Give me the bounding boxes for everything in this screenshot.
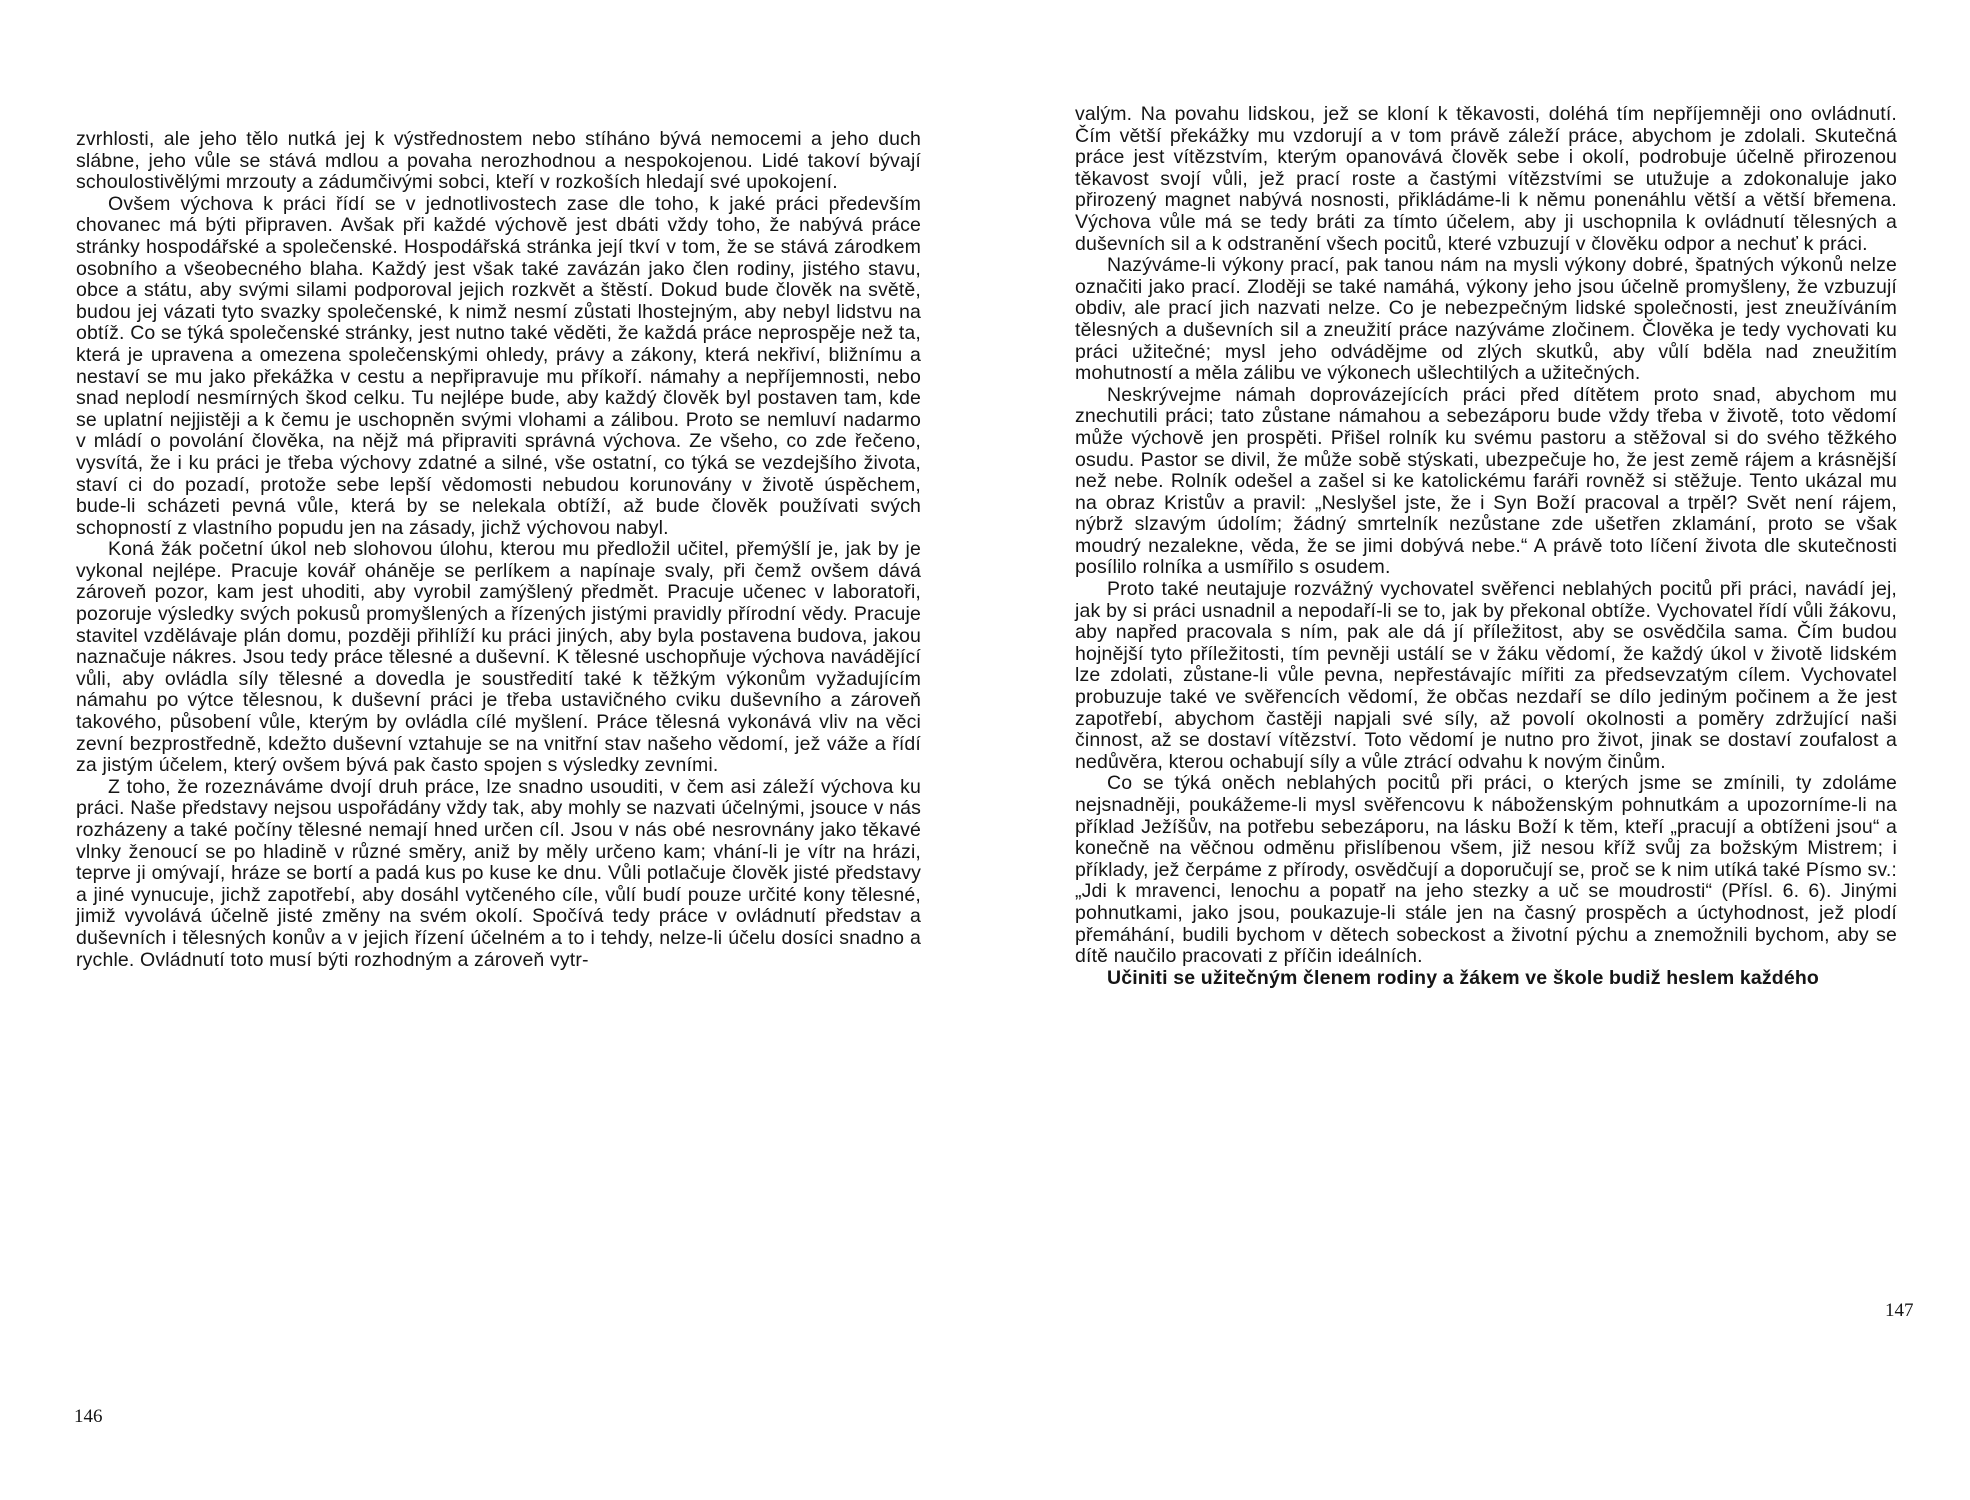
page-number: 146 — [74, 1406, 103, 1427]
paragraph: Koná žák početní úkol neb slohovou úlohu, kterou mu předložil učitel, přemýšlí je, jak by je vykonal nejlépe. Pracuje kovář oháněje se perlíkem a napínaje svaly, při čemž ovšem dává zároveň pozor, kam jest uhoditi, aby vyrobil zamýšlený předmět. Pracuje učenec v laboratoři, pozoruje výsledky svých pokusů promyšlených a řízených jistými pravidly přírodní vědy. Pracuje stavitel vzdělávaje plán domu, později přihlíží ku práci jiných, aby byla postavena budova, jakou naznačuje nákres. Jsou tedy práce tělesné a duševní. K tělesné uschopňuje výchova navádějící vůli, aby ovládla síly tělesné a dovedla je soustředití také k těžkým výkonům vyžadujícím námahu po výtce tělesnou, k duševní práci je třeba ustavičného cviku duševního a zároveň takového, působení vůle, kterým by ovládla cílé myšlení. Práce tělesná vykonává vliv na věci zevní bezprostředně, kdežto duševní vztahuje se na vnitřní stav našeho vědomí, jež váže a řídí za jistým účelem, který ovšem bývá pak často spojen s výsledky zevními. — [76, 538, 921, 777]
right-page-text — [1075, 104, 1897, 989]
paragraph: Proto také neutajuje rozvážný vychovatel svěřenci neblahých pocitů při práci, navádí jej, jak by si práci usnadnil a nepodaří-li se to, jak by překonal obtíže. Vychovatel řídí vůli žákovu, aby napřed pracovala s ním, pak ale dá jí příležitost, aby se osvědčila sama. Čím budou hojnější tyto příležitosti, tím pevněji ustálí se v žáku vědomí, že každý úkol v životě lidském lze zdolati, zůstane-li vůle pevna, nepřestávajíc mířiti za předsevzatým cílem. Vychovatel probuzuje také ve svěřencích vědomí, že občas nezdaří se dílo jediným počinem a že jest zapotřebí, abychom častěji napjali své síly, až povolí okolnosti a poměry zdržující naši činnost, až se dostaví vítězství. Toto vědomí je nutno pro život, jinak se dostaví zoufalost a nedůvěra, kterou ochabují síly a vůle ztrácí odvahu k novým činům. — [1075, 578, 1897, 773]
paragraph: Z toho, že rozeznáváme dvojí druh práce, lze snadno usouditi, v čem asi záleží výchova ku práci. Naše představy nejsou uspořádány vždy tak, aby mohly se nazvati účelnými, jsouce v nás rozházeny a také počíny tělesné nemají hned určen cíl. Jsou v nás obé nesrovnány jako těkavé vlnky ženoucí se po hladině v různé směry, aniž by měly určeno kam; vhání-li je vítr na hrázi, teprve ji omývají, hráze se bortí a padá kus po kuse ke dnu. Vůli potlačuje člověk jisté představy a jiné vynucuje, jichž zapotřebí, aby dosáhl vytčeného cíle, vůlí budí pouze určité kony tělesné, jimiž vyvolává účelně jisté změny na svém okolí. Spočívá tedy práce v ovládnutí představ a duševních i tělesných konův a v jejich řízení účelném a to i tehdy, nelze-li účelu dosíci snadno a rychle. Ovládnutí toto musí býti rozhodným a zároveň vytr- — [76, 775, 921, 971]
paragraph: Ovšem výchova k práci řídí se v jednotlivostech zase dle toho, k jaké práci především chovanec má býti připraven. Avšak při každé výchově jest dbáti vždy toho, že nabývá práce stránky hospodářské a společenské. Hospodářská stránka její tkví v tom, že se stává zárodkem osobního a všeobecného blaha. Každý jest však také zavázán jako člen rodiny, jistého stavu, obce a státu, aby svými silami podporoval jejich rozkvět a štěstí. Dokud bude člověk na světě, budou jej vázati tyto svazky společenské, k nimž nesmí zůstati lhostejným, aby nebyl lidstvu na obtíž. Co se týká společenské stránky, jest nutno také věděti, že každá práce neprospěje než ta, která je upravena a omezena společenskými ohledy, právy a zákony, která nekřiví, bližnímu a nestaví se mu jako překážka v cestu a nepřipravuje mu příkoří. námahy a nepříjemnosti, nebo snad neplodí nesmírných škod celku. Tu nejlépe bude, aby každý člověk byl postaven tam, kde se uplatní nejjistěji a k čemu je uschopněn svými vlohami a zálibou. Proto se nemluví nadarmo v mládí o povolání člověka, na nějž má připraviti správná výchova. Ze všeho, co zde řečeno, vysvítá, že i ku práci je třeba výchovy zdatné a silné, vše ostatní, co týká se vezdejšího života, staví ci do pozadí, protože sebe lepší vědomosti nebudou korunovány v životě úspěchem, bude-li scházeti pevná vůle, která by se nelekala obtíží, až bude člověk používati svých schopností z vlastního popudu jen na zásady, jichž výchovou nabyl. — [76, 192, 921, 539]
paragraph: Nazýváme-li výkony prací, pak tanou nám na mysli výkony dobré, špatných výkonů nelze označiti jako prací. Zloději se také namáhá, výkony jeho jsou účelně promyšleny, že vzbuzují obdiv, ale prací jich nazvati nelze. Co je nebezpečným lidské společnosti, jest zneužíváním tělesných a duševních sil a zneužití práce nazýváme zločinem. Člověka je tedy vychovati ku práci užitečné; mysl jeho odvádějme od zlých skutků, aby vůlí bděla nad zneužitím mohutností a měla zálibu ve výkonech ušlechtilých a užitečných. — [1075, 254, 1897, 385]
left-page-text — [76, 129, 921, 971]
right-page — [985, 0, 1970, 1500]
paragraph: Co se týká oněch neblahých pocitů při práci, o kterých jsme se zmínili, ty zdoláme nejsnadněji, poukážeme-li mysl svěřencovu k náboženským pohnutkám a upozorníme-li na příklad Ježíšův, na potřebu sebezáporu, na lásku Boží k těm, kteří „pracují a obtíženi jsou“ a konečně na věčnou odměnu přislíbenou všem, již nesou kříž svůj za božským Mistrem; i příklady, jež čerpáme z přírody, osvědčují a doporučují se, proč se k nim utíká také Písmo sv.: „Jdi k mravenci, lenochu a popatř na jeho stezky a uč se moudrosti“ (Přísl. 6. 6). Jinými pohnutkami, jako jsou, poukazuje-li stále jen na časný prospěch a úctyhodnost, jež plodí přemáhání, budili bychom v dětech sobeckost a životní pýchu a znemožnili bychom, aby se dítě naučilo pracovati z příčin ideálních. — [1075, 772, 1897, 968]
page-number: 147 — [1885, 1300, 1914, 1321]
paragraph: Učiniti se užitečným členem rodiny a žákem ve škole budiž heslem každého — [1107, 966, 1819, 989]
paragraph: Neskrývejme námah doprovázejících práci před dítětem proto snad, abychom mu znechutili práci; tato zůstane námahou a sebezáporu bude vždy třeba v životě, toto vědomí může výchově jen prospěti. Přišel rolník ku svému pastoru a stěžoval si do svého těžkého osudu. Pastor se divil, že může sobě stýskati, ubezpečuje ho, že jest země rájem a krásnější než nebe. Rolník odešel a zašel si ke katolickému faráři rovněž si stěžuje. Tento ukázal mu na obraz Kristův a pravil: „Neslyšel jste, že i Syn Boží pracoval a trpěl? Svět není rájem, nýbrž slzavým údolím; žádný smrtelník nezůstane zde ušetřen zklamání, proto se však moudrý nezalekne, věda, že se jimi dobývá nebe.“ A právě toto líčení života dle skutečnosti posílilo rolníka a usmířilo s osudem. — [1075, 383, 1897, 579]
paragraph: valým. Na povahu lidskou, jež se kloní k těkavosti, doléhá tím nepříjemněji ono ovládnutí. Čím větší překážky mu vzdorují a v tom právě záleží práce, abychom je zdolali. Skutečná práce jest vítězstvím, kterým opanovává člověk sebe i okolí, podrobuje účelně přirozenou těkavost svojí vůli, jež prací roste a častými vítězstvími se utužuje a zdokonaluje jako přirozený magnet nabývá nosnosti, přikládáme-li k němu ponenáhlu větší a větší břemena. Výchova vůle má se tedy bráti za tímto účelem, aby ji uschopnila k ovládnutí tělesných a duševních sil a k odstranění všech pocitů, které vzbuzují v člověku odpor a nechuť k práci. — [1075, 103, 1897, 255]
paragraph: zvrhlosti, ale jeho tělo nutká jej k výstřednostem nebo stíháno bývá nemocemi a jeho duch slábne, jeho vůle se stává mdlou a povaha nerozhodnou a nespokojenou. Lidé takoví bývají schoulostivělými mrzouty a zádumčivými sobci, kteří v rozkoších hledají své upokojení. — [76, 128, 921, 194]
